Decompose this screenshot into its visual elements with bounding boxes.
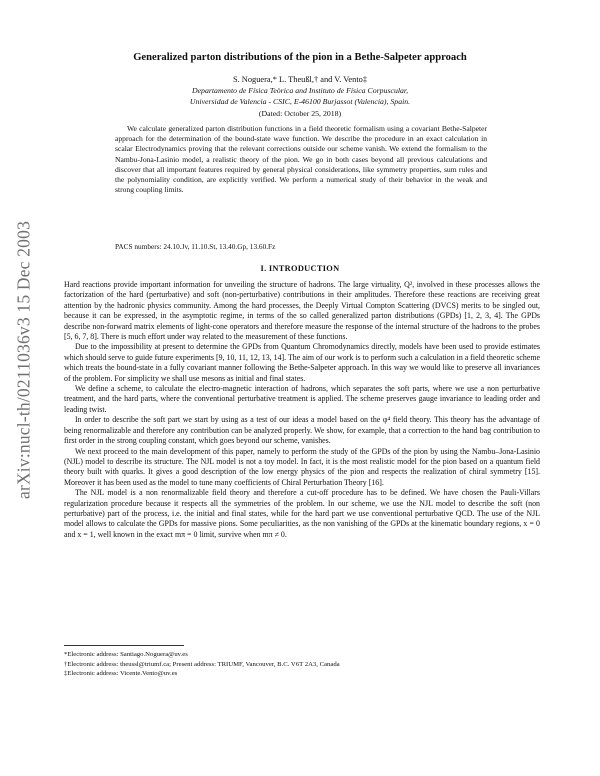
arxiv-identifier: arXiv:nucl-th/0211036v3 15 Dec 2003 bbox=[13, 220, 34, 500]
paragraph: The NJL model is a non renormalizable field theory and therefore a cut-off procedure has to be defined. We have chosen the Pauli-Villars regularization procedure because it respects all the symmetries of the problem. In our scheme, we use the NJL model to describe the soft (non perturbative) part of the process, i.e. the initial and final states, while for the hard part we use conventional perturbative QCD. The use of the NJL model allows to calculate the GPDs for massive pions. Some peculiarities, as the non vanishing of the GPDs at the kinematic boundary regions, x = 0 and x = 1, well known in the exact mπ = 0 limit, survive when mπ ≠ 0. bbox=[64, 488, 540, 539]
paragraph: Due to the impossibility at present to determine the GPDs from Quantum Chromodynamics directly, models have been used to provide estimates which should serve to guide future experiments [9, 10, 11, 12, 13, 14]. The aim of our work is to perform such a calculation in a field theoretic scheme which treats the bound-state in a fully covariant manner following the Bethe-Salpeter approach. In this way we would like to preserve all invariances of the problem. For simplicity we shall use mesons as initial and final states. bbox=[64, 342, 540, 383]
footnote: *Electronic address: Santiago.Noguera@uv.es bbox=[64, 651, 188, 658]
paper-title: Generalized parton distributions of the pion in a Bethe-Salpeter approach bbox=[133, 52, 467, 63]
paragraph: We next proceed to the main development of this paper, namely to perform the study of the GPDs of the pion by using the Nambu–Jona-Lasinio (NJL) model to describe its structure. The NJL model is not a toy model. In fact, it is the most realistic model for the pion based on a quantum field theory built with quarks. It gives a good description of the low energy physics of the pion and respects the realization of chiral symmetry [15]. Moreover it has been used as the model to tune many coefficients of Chiral Perturbation Theory [16]. bbox=[64, 446, 540, 487]
affiliation bbox=[60, 86, 540, 107]
paragraph: Hard reactions provide important information for unveiling the structure of hadrons. The large virtuality, Q², involved in these processes allows the factorization of the hard (perturbative) and soft (non-perturbative) contributions in their amplitudes. Therefore these reactions are receiving great attention by the hadronic physics community. Among the hard processes, the Deeply Virtual Compton Scattering (DVCS) merits to be singled out, because it can be expressed, in the asymptotic regime, in terms of the so called generalized parton distributions (GPDs) [1, 2, 3, 4]. The GPDs describe non-forward matrix elements of light-cone operators and therefore measure the response of the internal structure of the hadrons to the probes [5, 6, 7, 8]. There is much effort under way related to the measurement of these functions. bbox=[64, 280, 540, 342]
author-list: S. Noguera,* L. Theußl,† and V. Vento‡ bbox=[232, 75, 368, 84]
affiliation-line-2: Universidad de Valencia - CSIC, E-46100 Burjassot (Valencia), Spain. bbox=[189, 96, 411, 106]
pacs-numbers: PACS numbers: 24.10.Jv, 11.10.St, 13.40.Gp, 13.60.Fz bbox=[115, 242, 276, 251]
footnotes bbox=[64, 650, 540, 679]
paragraph: We define a scheme, to calculate the electro-magnetic interaction of hadrons, which separates the soft parts, where we use a non perturbative treatment, and the hard parts, where the conventional perturbative treatment is applied. The scheme preserves gauge invariance to leading order and leading twist. bbox=[64, 384, 540, 414]
footnote-divider bbox=[64, 645, 184, 646]
footnote: †Electronic address: theussl@triumf.ca; Present address: TRIUMF, Vancouver, B.C. V6T 2A3, Canada bbox=[64, 660, 340, 668]
date-line: (Dated: October 25, 2018) bbox=[258, 109, 342, 118]
body-text bbox=[64, 280, 540, 540]
arxiv-sidebar bbox=[6, 150, 42, 570]
footnote: ‡Electronic address: Vicente.Vento@uv.es bbox=[64, 670, 178, 678]
abstract: We calculate generalized parton distribution functions in a field theoretic formalism using a covariant Bethe-Salpeter approach for the determination of the bound-state wave function. We describe the procedure in an exact calculation in scalar Electrodynamics proving that the relevant corrections outside our scheme vanish. We extend the formalism to the Nambu-Jona-Lasinio model, a realistic theory of the pion. We go in both cases beyond all previous calculations and discover that all important features required by general physical considerations, like symmetry properties, sum rules and the polynomiality condition, are explicitly verified. We perform a numerical study of their behavior in the weak and strong coupling limits. bbox=[115, 124, 487, 195]
paragraph: In order to describe the soft part we start by using as a test of our ideas a model based on the φ⁴ field theory. This theory has the advantage of being renormalizable and therefore any contribution can be analyzed properly. We show, for example, that a correction to the hand bag contribution to first order in the strong coupling constant, which goes beyond our scheme, vanishes. bbox=[64, 415, 540, 446]
affiliation-line-1: Departamento de Física Teòrica and Instituto de Física Corpuscular, bbox=[191, 86, 409, 95]
section-heading: I. INTRODUCTION bbox=[260, 264, 340, 273]
